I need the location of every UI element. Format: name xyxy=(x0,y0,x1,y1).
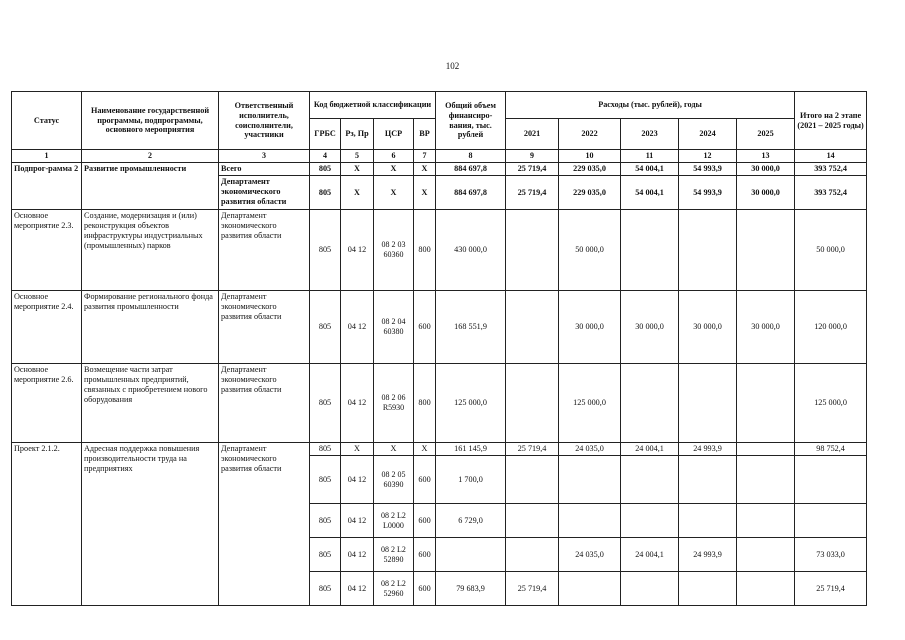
stage-total-cell: 73 033,0 xyxy=(795,538,867,572)
year-2022-header: 2022 xyxy=(559,119,621,150)
vr-cell: 800 xyxy=(414,210,436,291)
year-2021-cell xyxy=(506,291,559,364)
rzpr-cell: 04 12 xyxy=(341,364,374,443)
rzpr-cell: 04 12 xyxy=(341,504,374,538)
year-2023-header: 2023 xyxy=(621,119,679,150)
year-2023-cell: 54 004,1 xyxy=(621,176,679,210)
rzpr-cell: X xyxy=(341,176,374,210)
year-2024-cell: 30 000,0 xyxy=(679,291,737,364)
total-cell: 125 000,0 xyxy=(436,364,506,443)
grbs-cell: 805 xyxy=(310,176,341,210)
year-2025-cell xyxy=(737,443,795,456)
vr-cell: 800 xyxy=(414,364,436,443)
header-row-1 xyxy=(12,92,867,119)
year-2025-cell xyxy=(737,504,795,538)
csr-cell: X xyxy=(374,163,414,176)
year-2022-cell xyxy=(559,504,621,538)
col-number: 9 xyxy=(506,150,559,163)
csr-cell: 08 2 L2 L0000 xyxy=(374,504,414,538)
stage-total-cell: 393 752,4 xyxy=(795,163,867,176)
year-2022-cell: 125 000,0 xyxy=(559,364,621,443)
year-2023-cell xyxy=(621,210,679,291)
year-2022-cell xyxy=(559,572,621,606)
vr-cell: 600 xyxy=(414,538,436,572)
status-cell: Основное мероприятие 2.4. xyxy=(12,291,82,364)
year-2022-cell: 50 000,0 xyxy=(559,210,621,291)
grbs-cell: 805 xyxy=(310,572,341,606)
col-number: 1 xyxy=(12,150,82,163)
status-cell: Основное мероприятие 2.3. xyxy=(12,210,82,291)
year-2021-cell xyxy=(506,538,559,572)
responsible-cell: Департамент экономического развития области xyxy=(219,210,310,291)
year-2024-cell: 54 993,9 xyxy=(679,176,737,210)
year-2023-cell: 24 004,1 xyxy=(621,538,679,572)
rzpr-cell: 04 12 xyxy=(341,210,374,291)
col-number: 12 xyxy=(679,150,737,163)
name-cell: Формирование регионального фонда развития промышленности xyxy=(82,291,219,364)
responsible-cell: Департамент экономического развития области xyxy=(219,443,310,606)
measure-2-6-row xyxy=(12,364,867,443)
year-2021-cell xyxy=(506,364,559,443)
total-cell: 161 145,9 xyxy=(436,443,506,456)
year-2025-cell xyxy=(737,456,795,504)
col-number: 4 xyxy=(310,150,341,163)
stage-total-cell: 125 000,0 xyxy=(795,364,867,443)
year-2021-cell: 25 719,4 xyxy=(506,163,559,176)
vr-cell: 600 xyxy=(414,572,436,606)
year-2024-header: 2024 xyxy=(679,119,737,150)
total-cell xyxy=(436,538,506,572)
year-2024-cell xyxy=(679,456,737,504)
rzpr-cell: 04 12 xyxy=(341,538,374,572)
rzpr-cell: X xyxy=(341,443,374,456)
page-number: 102 xyxy=(445,61,460,71)
col-number: 6 xyxy=(374,150,414,163)
vr-cell: 600 xyxy=(414,456,436,504)
year-2023-cell: 30 000,0 xyxy=(621,291,679,364)
total-cell: 430 000,0 xyxy=(436,210,506,291)
col-number: 5 xyxy=(341,150,374,163)
rzpr-header: Рз, Пр xyxy=(341,119,374,150)
year-2024-cell xyxy=(679,572,737,606)
year-2021-cell xyxy=(506,456,559,504)
status-cell: Проект 2.1.2. xyxy=(12,443,82,606)
grbs-cell: 805 xyxy=(310,364,341,443)
year-2021-cell: 25 719,4 xyxy=(506,176,559,210)
stage-total-cell xyxy=(795,456,867,504)
measure-2-4-row xyxy=(12,291,867,364)
year-2021-cell: 25 719,4 xyxy=(506,443,559,456)
grbs-header: ГРБС xyxy=(310,119,341,150)
total-cell: 6 729,0 xyxy=(436,504,506,538)
project-total-row xyxy=(12,443,867,456)
year-2021-cell xyxy=(506,504,559,538)
total-cell: 884 697,8 xyxy=(436,163,506,176)
vr-cell: X xyxy=(414,176,436,210)
budget-table xyxy=(11,91,867,606)
vr-cell: X xyxy=(414,163,436,176)
year-2024-cell xyxy=(679,210,737,291)
name-cell: Адресная поддержка повышения производительности труда на предприятиях xyxy=(82,443,219,606)
grbs-cell: 805 xyxy=(310,291,341,364)
year-2025-cell xyxy=(737,538,795,572)
rzpr-cell: 04 12 xyxy=(341,572,374,606)
year-2022-cell: 30 000,0 xyxy=(559,291,621,364)
rzpr-cell: X xyxy=(341,163,374,176)
total-cell: 1 700,0 xyxy=(436,456,506,504)
stage-total-cell: 120 000,0 xyxy=(795,291,867,364)
total-volume-header: Общий объем финансиро-вания, тыс. рублей xyxy=(436,92,506,150)
year-2025-cell: 30 000,0 xyxy=(737,176,795,210)
col-number: 14 xyxy=(795,150,867,163)
stage-total-header: Итого на 2 этапе (2021 – 2025 годы) xyxy=(795,92,867,150)
grbs-cell: 805 xyxy=(310,538,341,572)
col-number: 7 xyxy=(414,150,436,163)
year-2022-cell: 229 035,0 xyxy=(559,176,621,210)
vr-cell: 600 xyxy=(414,504,436,538)
expenses-header: Расходы (тыс. рублей), годы xyxy=(506,92,795,119)
col-number: 8 xyxy=(436,150,506,163)
responsible-cell: Всего xyxy=(219,163,310,176)
name-header: Наименование государственной программы, подпрограммы, основного мероприятия xyxy=(82,92,219,150)
year-2023-cell xyxy=(621,504,679,538)
year-2024-cell: 24 993,9 xyxy=(679,538,737,572)
csr-cell: X xyxy=(374,443,414,456)
csr-cell: 08 2 L2 52890 xyxy=(374,538,414,572)
col-number: 13 xyxy=(737,150,795,163)
col-number: 11 xyxy=(621,150,679,163)
rzpr-cell: 04 12 xyxy=(341,291,374,364)
col-number: 3 xyxy=(219,150,310,163)
year-2023-cell: 24 004,1 xyxy=(621,443,679,456)
stage-total-cell: 50 000,0 xyxy=(795,210,867,291)
year-2022-cell: 24 035,0 xyxy=(559,538,621,572)
year-2022-cell xyxy=(559,456,621,504)
col-number: 2 xyxy=(82,150,219,163)
vr-cell: X xyxy=(414,443,436,456)
year-2025-cell xyxy=(737,210,795,291)
column-number-row xyxy=(12,150,867,163)
col-number: 10 xyxy=(559,150,621,163)
year-2025-cell: 30 000,0 xyxy=(737,163,795,176)
year-2021-cell xyxy=(506,210,559,291)
year-2025-cell: 30 000,0 xyxy=(737,291,795,364)
status-header: Статус xyxy=(12,92,82,150)
responsible-cell: Департамент экономического развития области xyxy=(219,176,310,210)
csr-cell: 08 2 04 60380 xyxy=(374,291,414,364)
year-2023-cell: 54 004,1 xyxy=(621,163,679,176)
csr-cell: 08 2 03 60360 xyxy=(374,210,414,291)
year-2023-cell xyxy=(621,572,679,606)
grbs-cell: 805 xyxy=(310,163,341,176)
vr-cell: 600 xyxy=(414,291,436,364)
total-cell: 79 683,9 xyxy=(436,572,506,606)
grbs-cell: 805 xyxy=(310,210,341,291)
subprogram-total-row xyxy=(12,163,867,176)
measure-2-3-row xyxy=(12,210,867,291)
total-cell: 884 697,8 xyxy=(436,176,506,210)
year-2024-cell xyxy=(679,364,737,443)
name-cell: Возмещение части затрат промышленных предприятий, связанных с приобретением нового оборудования xyxy=(82,364,219,443)
grbs-cell: 805 xyxy=(310,504,341,538)
vr-header: ВР xyxy=(414,119,436,150)
rzpr-cell: 04 12 xyxy=(341,456,374,504)
csr-cell: 08 2 L2 52960 xyxy=(374,572,414,606)
year-2024-cell: 24 993,9 xyxy=(679,443,737,456)
responsible-header: Ответственный исполнитель, соисполнители, участники xyxy=(219,92,310,150)
stage-total-cell xyxy=(795,504,867,538)
year-2022-cell: 24 035,0 xyxy=(559,443,621,456)
year-2023-cell xyxy=(621,364,679,443)
stage-total-cell: 98 752,4 xyxy=(795,443,867,456)
budget-code-header: Код бюджетной классификации xyxy=(310,92,436,119)
csr-cell: X xyxy=(374,176,414,210)
csr-cell: 08 2 06 R5930 xyxy=(374,364,414,443)
year-2025-header: 2025 xyxy=(737,119,795,150)
status-cell: Подпрог-рамма 2 xyxy=(12,163,82,210)
total-cell: 168 551,9 xyxy=(436,291,506,364)
grbs-cell: 805 xyxy=(310,456,341,504)
grbs-cell: 805 xyxy=(310,443,341,456)
year-2024-cell xyxy=(679,504,737,538)
csr-cell: 08 2 05 60390 xyxy=(374,456,414,504)
year-2025-cell xyxy=(737,572,795,606)
year-2023-cell xyxy=(621,456,679,504)
responsible-cell: Департамент экономического развития области xyxy=(219,291,310,364)
name-cell: Развитие промышленности xyxy=(82,163,219,210)
year-2021-header: 2021 xyxy=(506,119,559,150)
year-2024-cell: 54 993,9 xyxy=(679,163,737,176)
status-cell: Основное мероприятие 2.6. xyxy=(12,364,82,443)
stage-total-cell: 25 719,4 xyxy=(795,572,867,606)
csr-header: ЦСР xyxy=(374,119,414,150)
name-cell: Создание, модернизация и (или) реконструкция объектов инфраструктуры индустриальных (промышленных) парков xyxy=(82,210,219,291)
responsible-cell: Департамент экономического развития области xyxy=(219,364,310,443)
stage-total-cell: 393 752,4 xyxy=(795,176,867,210)
year-2025-cell xyxy=(737,364,795,443)
year-2021-cell: 25 719,4 xyxy=(506,572,559,606)
year-2022-cell: 229 035,0 xyxy=(559,163,621,176)
